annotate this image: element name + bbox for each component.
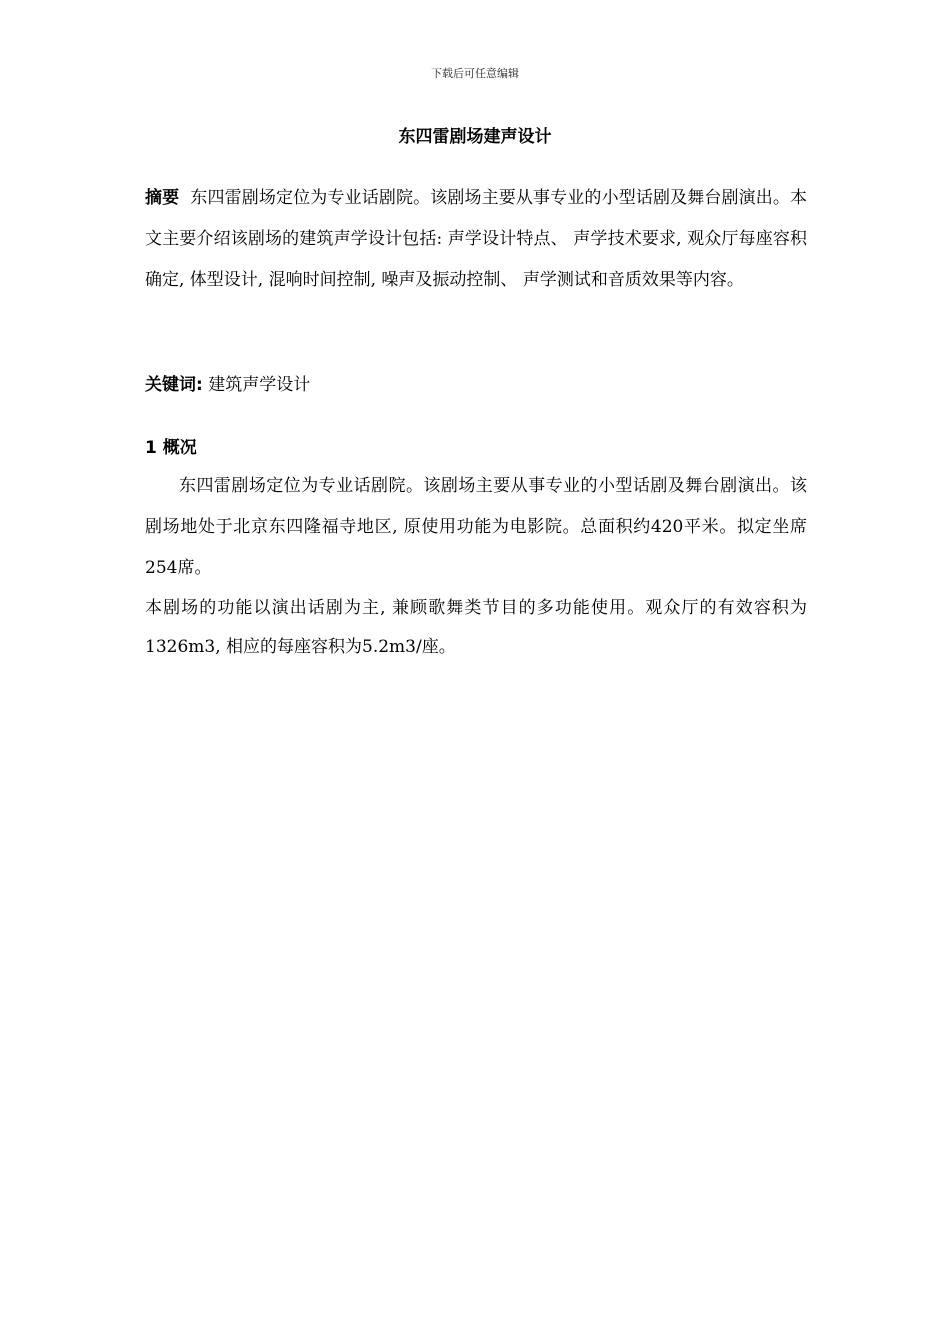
section-paragraph: 本剧场的功能以演出话剧为主, 兼顾歌舞类节目的多功能使用。观众厅的有效容积为1326m3, 相应的每座容积为5.2m3/座。 [145,598,807,657]
keywords-line [145,365,807,406]
header-note: 下载后可任意编辑 [431,67,519,80]
keywords-text: 建筑声学设计 [208,375,311,395]
section-heading: 1 概况 [145,438,197,458]
section-paragraph: 东四雷剧场定位为专业话剧院。该剧场主要从事专业的小型话剧及舞台剧演出。该剧场地处于北京东四隆福寺地区, 原使用功能为电影院。总面积约420平米。拟定坐席254席。 [145,476,807,578]
document-title: 东四雷剧场建声设计 [398,127,552,147]
section-body [145,466,807,667]
abstract-paragraph [145,178,807,301]
abstract-label: 摘要 [145,188,180,208]
abstract-text: 东四雷剧场定位为专业话剧院。该剧场主要从事专业的小型话剧及舞台剧演出。本文主要介绍该剧场的建筑声学设计包括: 声学设计特点、 声学技术要求, 观众厅每座容积确定, 体型设计, 混响时间控制, 噪声及振动控制、 声学测试和音质效果等内容。 [145,188,808,290]
keywords-label: 关键词: [145,375,203,395]
